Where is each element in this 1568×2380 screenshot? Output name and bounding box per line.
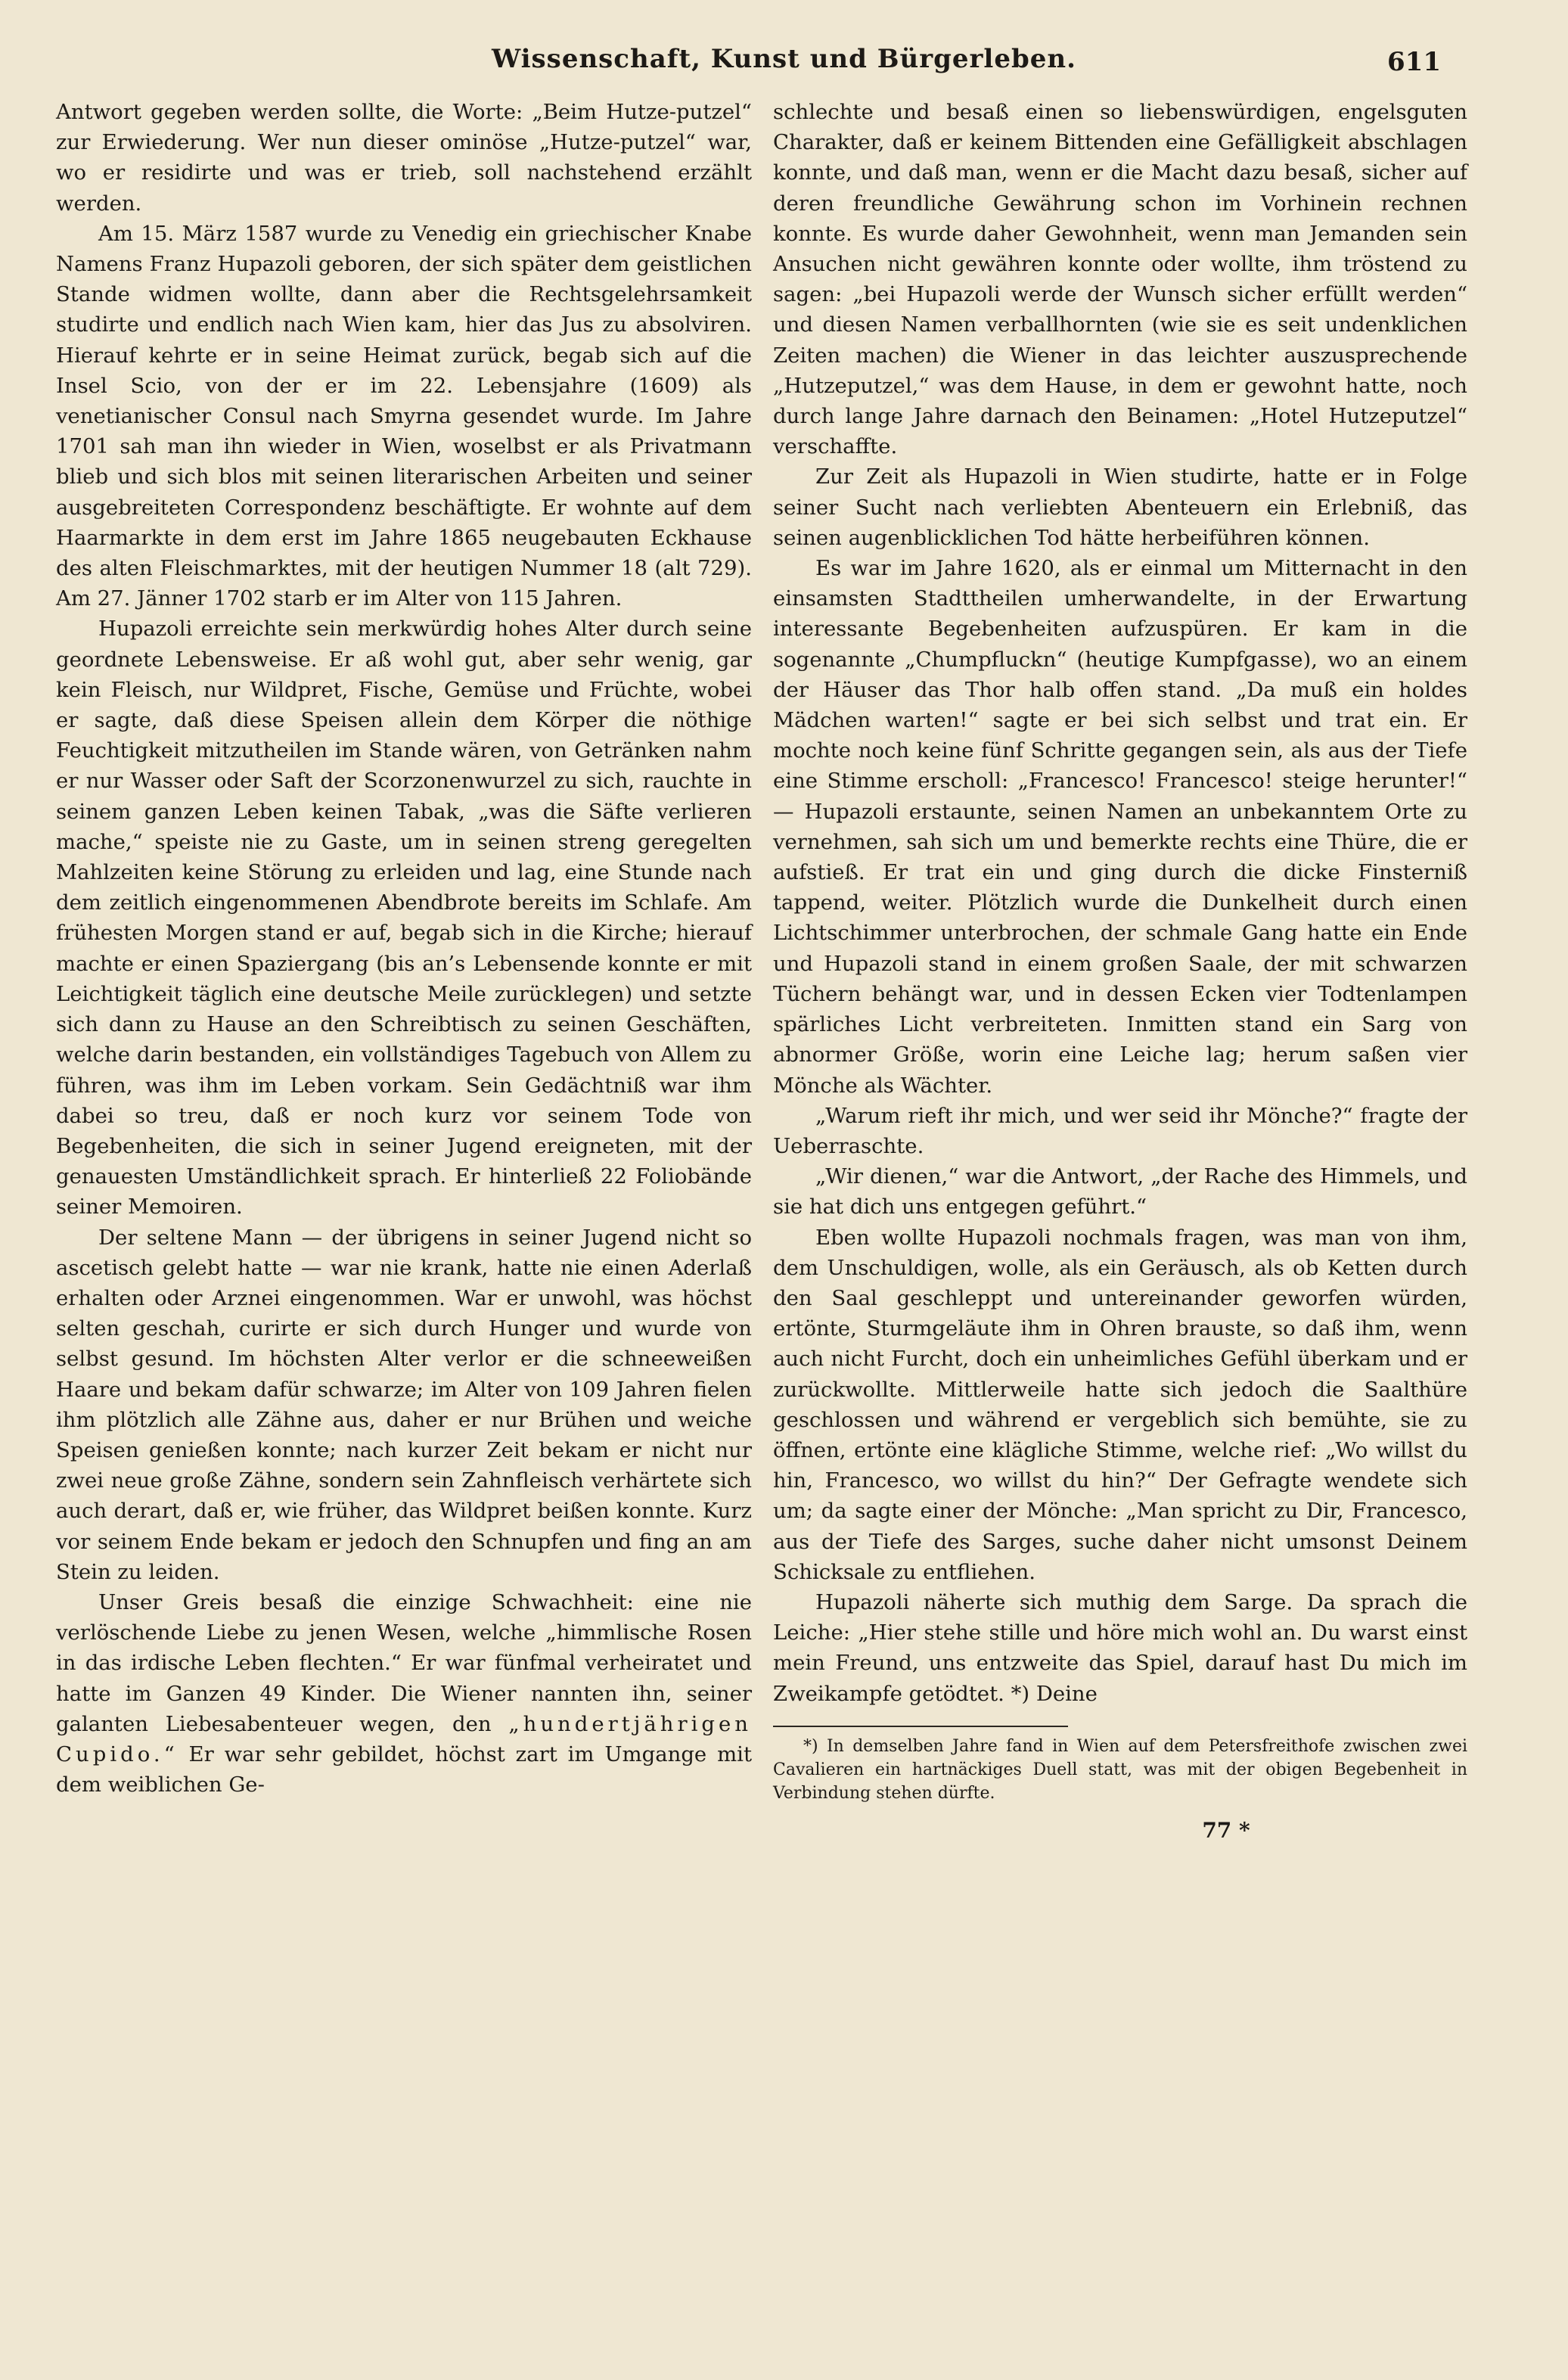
- paragraph: Es war im Jahre 1620, als er einmal um Mitternacht in den einsamsten Stadttheilen umherwandelte, in der Erwartung interessante Begebenheiten aufzuspüren. Er kam in die sogenannte „Chumpfluckn“ (heutige Kumpfgasse), wo an einem der Häuser das Thor halb offen stand. „Da muß ein holdes Mädchen warten!“ sagte er bei sich selbst und trat ein. Er mochte noch keine fünf Schritte gegangen sein, als aus der Tiefe eine Stimme erscholl: „Francesco! Francesco! steige herunter!“ — Hupazoli erstaunte, seinen Namen an unbekanntem Orte zu vernehmen, sah sich um und bemerkte rechts eine Thüre, die er aufstieß. Er trat ein und ging durch die dicke Finsterniß tappend, weiter. Plötzlich wurde die Dunkelheit durch einen Lichtschimmer unterbrochen, der schmale Gang hatte ein Ende und Hupazoli stand in einem großen Saale, der mit schwarzen Tüchern behängt war, und in dessen Ecken vier Todtenlampen spärliches Licht verbreiteten. Inmitten stand ein Sarg von abnormer Größe, worin eine Leiche lag; herum saßen vier Mönche als Wächter.: [773, 556, 1467, 1098]
- footnote: *) In demselben Jahre fand in Wien auf dem Petersfreithofe zwischen zwei Cavalieren ein hartnäckiges Duell statt, was mit der obigen Begebenheit in Verbindung stehen dürfte.: [773, 1736, 1467, 1803]
- text-run: Unser Greis besaß die einzige Schwachheit: eine nie verlöschende Liebe zu jenen Wesen, welche „himmlische Rosen in das irdische Leben flechten.“ Er war fünfmal verheiratet und hatte im Ganzen 49 Kinder. Die Wiener nannten ihn, seiner galanten Liebesabenteuer wegen, den: [56, 1589, 752, 1736]
- paragraph: [56, 1587, 752, 1800]
- paragraph: Eben wollte Hupazoli nochmals fragen, was man von ihm, dem Unschuldigen, wolle, als ein Geräusch, als ob Ketten durch den Saal geschleppt und untereinander geworfen würden, ertönte, Sturmgeläute ihm in Ohren brauste, so daß ihm, wenn auch nicht Furcht, doch ein unheimliches Gefühl überkam und er zurückwollte. Mittlerweile hatte sich jedoch die Saalthüre geschlossen und während er vergeblich sich bemühte, sie zu öffnen, ertönte eine klägliche Stimme, welche rief: „Wo willst du hin, Francesco, wo willst du hin?“ Der Gefragte wendete sich um; da sagte einer der Mönche: „Man spricht zu Dir, Francesco, aus der Tiefe des Sarges, suche daher nicht umsonst Deinem Schicksale zu entfliehen.: [773, 1225, 1467, 1584]
- paragraph: „Warum rieft ihr mich, und wer seid ihr Mönche?“ fragte der Ueberraschte.: [773, 1103, 1467, 1158]
- running-title: Wissenschaft, Kunst und Bürgerleben.: [492, 44, 1076, 74]
- paragraph: Hupazoli erreichte sein merkwürdig hohes Alter durch seine geordnete Lebensweise. Er aß wohl gut, aber sehr wenig, gar kein Fleisch, nur Wildpret, Fische, Gemüse und Früchte, wobei er sagte, daß diese Speisen allein dem Körper die nöthige Feuchtigkeit mitzutheilen im Stande wären, von Getränken nahm er nur Wasser oder Saft der Scorzonenwurzel zu sich, rauchte in seinem ganzen Leben keinen Tabak, „was die Säfte verlieren mache,“ speiste nie zu Gaste, um in seinen streng geregelten Mahlzeiten keine Störung zu erleiden und lag, eine Stunde nach dem zeitlich eingenommenen Abendbrote bereits im Schlafe. Am frühesten Morgen stand er auf, begab sich in die Kirche; hierauf machte er einen Spaziergang (bis an’s Lebensende konnte er mit Leichtigkeit täglich eine deutsche Meile zurücklegen) und setzte sich dann zu Hause an den Schreibtisch zu seinen Geschäften, welche darin bestanden, ein vollständiges Tagebuch von Allem zu führen, was ihm im Leben vorkam. Sein Gedächtniß war ihm dabei so treu, daß er noch kurz vor seinem Tode von Begebenheiten, die sich in seiner Jugend ereigneten, mit der genauesten Umständlichkeit sprach. Er hinterließ 22 Foliobände seiner Memoiren.: [56, 617, 752, 1220]
- paragraph: Der seltene Mann — der übrigens in seiner Jugend nicht so ascetisch gelebt hatte — war nie krank, hatte nie einen Aderlaß erhalten oder Arznei eingenommen. War er unwohl, was höchst selten geschah, curirte er sich durch Hunger und wurde von selbst gesund. Im höchsten Alter verlor er die schneeweißen Haare und bekam dafür schwarze; im Alter von 109 Jahren fielen ihm plötzlich alle Zähne aus, daher er nur Brühen und weiche Speisen genießen konnte; nach kurzer Zeit bekam er nicht nur zwei neue große Zähne, sondern sein Zahnfleisch verhärtete sich auch derart, daß er, wie früher, das Wildpret beißen konnte. Kurz vor seinem Ende bekam er jedoch den Schnupfen und fing an am Stein zu leiden.: [56, 1225, 752, 1584]
- footnote-rule: [773, 1726, 1068, 1727]
- right-column: [773, 97, 1467, 1846]
- page-header: [0, 44, 1568, 89]
- spaced-epithet: „hundertjährigen Cupido.“: [56, 1711, 752, 1766]
- printer-signature: 77 *: [1202, 1817, 1250, 1843]
- paragraph: Am 15. März 1587 wurde zu Venedig ein griechischer Knabe Namens Franz Hupazoli geboren, der sich später dem geistlichen Stande widmen wollte, dann aber die Rechtsgelehrsamkeit studirte und endlich nach Wien kam, hier das Jus zu absolviren. Hierauf kehrte er in seine Heimat zurück, begab sich auf die Insel Scio, von der er im 22. Lebensjahre (1609) als venetianischer Consul nach Smyrna gesendet wurde. Im Jahre 1701 sah man ihn wieder in Wien, woselbst er als Privatmann blieb und sich blos mit seinen literarischen Arbeiten und seiner ausgebreiteten Correspondenz beschäftigte. Er wohnte auf dem Haarmarkte in dem erst im Jahre 1865 neugebauten Eckhause des alten Fleischmarktes, mit der heutigen Nummer 18 (alt 729). Am 27. Jänner 1702 starb er im Alter von 115 Jahren.: [56, 221, 752, 611]
- left-column: [56, 97, 752, 1800]
- text-run: Er war sehr gebildet, höchst zart im Umgange mit dem weiblichen Ge-: [56, 1742, 752, 1797]
- paragraph: Antwort gegeben werden sollte, die Worte: „Beim Hutze-putzel“ zur Erwiederung. Wer nun dieser ominöse „Hutze-putzel“ war, wo er residirte und was er trieb, soll nachstehend erzählt werden.: [56, 100, 752, 216]
- page-number: 611: [1387, 47, 1441, 77]
- paragraph: „Wir dienen,“ war die Antwort, „der Rache des Himmels, und sie hat dich uns entgegen geführt.“: [773, 1164, 1467, 1220]
- paragraph: schlechte und besaß einen so liebenswürdigen, engelsguten Charakter, daß er keinem Bittenden eine Gefälligkeit abschlagen konnte, und daß man, wenn er die Macht dazu besaß, sicher auf deren freundliche Gewährung schon im Vorhinein rechnen konnte. Es wurde daher Gewohnheit, wenn man Jemanden sein Ansuchen nicht gewähren konnte oder wollte, ihm tröstend zu sagen: „bei Hupazoli werde der Wunsch sicher erfüllt werden“ und diesen Namen verballhornten (wie sie es seit undenklichen Zeiten machen) die Wiener in das leichter auszusprechende „Hutzeputzel,“ was dem Hause, in dem er gewohnt hatte, noch durch lange Jahre darnach den Beinamen: „Hotel Hutzeputzel“ verschaffte.: [773, 100, 1467, 459]
- paragraph: Zur Zeit als Hupazoli in Wien studirte, hatte er in Folge seiner Sucht nach verliebten Abenteuern ein Erlebniß, das seinen augenblicklichen Tod hätte herbeiführen können.: [773, 465, 1467, 550]
- paragraph: Hupazoli näherte sich muthig dem Sarge. Da sprach die Leiche: „Hier stehe stille und höre mich wohl an. Du warst einst mein Freund, uns entzweite das Spiel, darauf hast Du mich im Zweikampfe getödtet. *) Deine: [773, 1589, 1467, 1706]
